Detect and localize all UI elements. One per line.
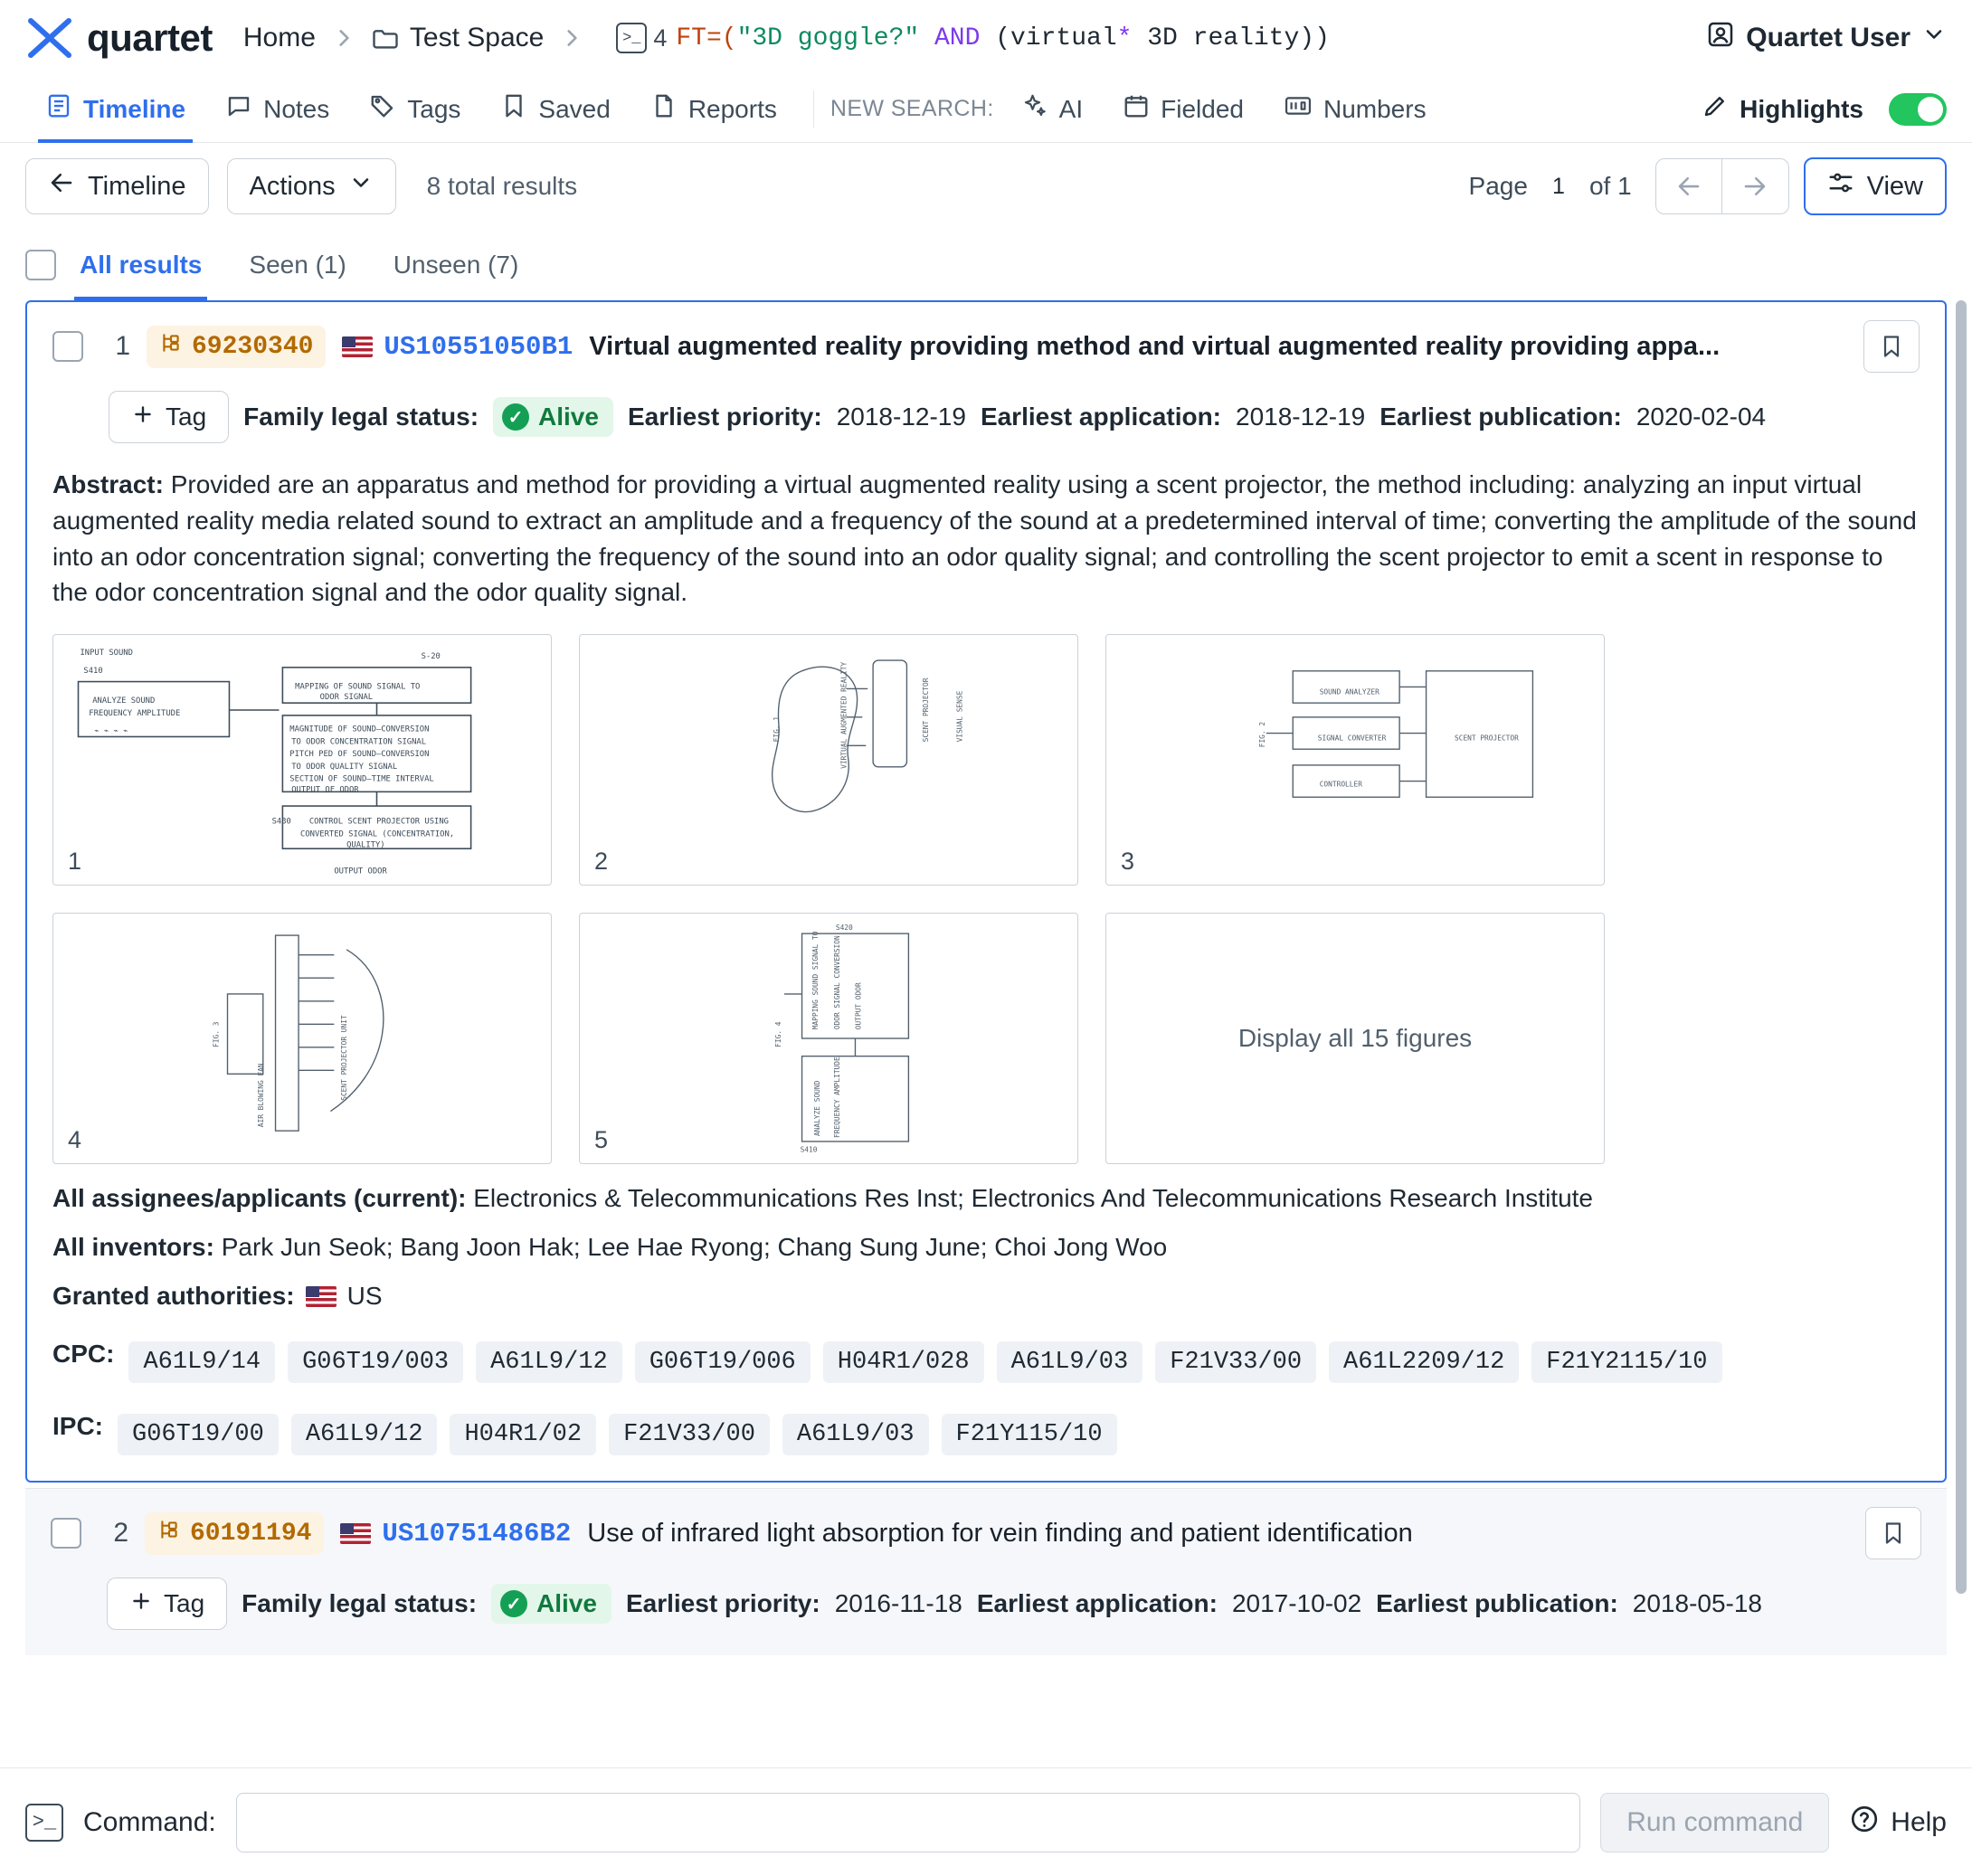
granted-authorities-label: Granted authorities: [52, 1282, 295, 1310]
earliest-publication-label: Earliest publication: [1379, 403, 1622, 431]
svg-text:S410: S410 [800, 1145, 818, 1154]
svg-text:FIG. 2: FIG. 2 [1257, 721, 1266, 748]
tab-timeline[interactable] [25, 76, 205, 142]
tab-tags-label: Tags [407, 94, 461, 123]
svg-text:TO ODOR CONCENTRATION SIGNAL: TO ODOR CONCENTRATION SIGNAL [291, 737, 427, 747]
breadcrumb-chevron-icon-2 [560, 26, 583, 50]
search-mode-numbers[interactable] [1264, 76, 1446, 142]
earliest-publication-value: 2020-02-04 [1635, 403, 1767, 431]
search-mode-ai-label: AI [1058, 94, 1084, 123]
query-display[interactable] [616, 23, 1330, 53]
svg-text:PITCH PED OF SOUND—CONVERSION: PITCH PED OF SOUND—CONVERSION [289, 750, 430, 760]
earliest-application-label: Earliest application: [980, 403, 1222, 431]
legal-status-label: Family legal status: [243, 403, 479, 431]
svg-text:SOUND ANALYZER: SOUND ANALYZER [1319, 687, 1379, 696]
figure-drawing [580, 635, 1077, 885]
figure-thumbnail[interactable] [579, 634, 1078, 886]
cpc-chips [128, 1341, 1721, 1383]
results-scrollbar[interactable] [1956, 300, 1967, 1711]
status-badge [491, 1584, 612, 1624]
filter-tab-seen[interactable]: Seen (1) [249, 251, 346, 279]
us-flag-icon [342, 336, 373, 357]
legal-status-label: Family legal status: [242, 1589, 478, 1617]
abstract-label: Abstract: [52, 470, 164, 498]
search-mode-fielded-label: Fielded [1161, 94, 1244, 123]
svg-text:MAGNITUDE OF SOUND—CONVERSION: MAGNITUDE OF SOUND—CONVERSION [289, 725, 430, 734]
filter-tab-all[interactable]: All results [56, 230, 225, 300]
status-badge-label: Alive [538, 403, 599, 431]
add-tag-button[interactable] [107, 1578, 227, 1630]
pencil-icon [1702, 92, 1729, 126]
quartet-logo-icon [25, 14, 74, 62]
svg-text:FIG. 3: FIG. 3 [212, 1021, 221, 1047]
svg-text:OUTPUT ODOR: OUTPUT ODOR [854, 982, 863, 1030]
ipc-chip[interactable]: F21V33/00 [609, 1414, 770, 1455]
user-menu[interactable] [1706, 20, 1947, 56]
tag-icon [369, 92, 396, 126]
svg-text:SECTION OF SOUND—TIME INTERVAL: SECTION OF SOUND—TIME INTERVAL [289, 774, 434, 784]
svg-text:S-20: S-20 [421, 652, 441, 662]
note-icon [225, 92, 252, 126]
chevron-down-icon [1921, 22, 1947, 54]
logo-text: quartet [87, 16, 213, 59]
timeline-icon [45, 92, 72, 126]
result-meta-row [109, 391, 1920, 443]
svg-text:TO ODOR QUALITY SIGNAL: TO ODOR QUALITY SIGNAL [291, 762, 398, 772]
svg-text:ODOR SIGNAL CONVERSION: ODOR SIGNAL CONVERSION [832, 935, 841, 1030]
inventors-value: Park Jun Seok; Bang Joon Hak; Lee Hae Ryong; Chang Sung June; Choi Jong Woo [221, 1233, 1168, 1261]
svg-text:MAPPING SOUND SIGNAL TO: MAPPING SOUND SIGNAL TO [811, 931, 820, 1030]
svg-text:MAPPING OF SOUND SIGNAL TO: MAPPING OF SOUND SIGNAL TO [295, 682, 421, 692]
help-button[interactable] [1849, 1804, 1947, 1842]
view-button[interactable] [1804, 157, 1947, 215]
ipc-chips [118, 1414, 1117, 1455]
add-tag-label: Tag [166, 403, 207, 431]
bookmark-button[interactable] [1863, 320, 1920, 373]
back-to-timeline-button[interactable] [25, 158, 209, 214]
terminal-icon: >_ [616, 23, 647, 53]
query-count-badge [616, 23, 667, 53]
result-title[interactable]: Use of infrared light absorption for vein finding and patient identification [587, 1518, 1413, 1548]
actions-label: Actions [249, 171, 336, 201]
breadcrumb-chevron-icon [332, 26, 356, 50]
ipc-chip[interactable]: A61L9/12 [291, 1414, 438, 1455]
search-mode-fielded[interactable] [1103, 76, 1264, 142]
assignees-line [52, 1184, 1920, 1213]
svg-text:S410: S410 [83, 666, 103, 676]
top-bar-right [1706, 20, 1947, 56]
ipc-row [52, 1405, 1920, 1455]
query-count: 4 [653, 24, 668, 52]
family-icon [159, 331, 183, 363]
svg-text:ODOR SIGNAL: ODOR SIGNAL [319, 693, 374, 703]
svg-text:ANALYZE SOUND: ANALYZE SOUND [813, 1080, 822, 1137]
tab-notes-label: Notes [263, 94, 330, 123]
result-checkbox[interactable] [51, 1518, 81, 1549]
figure-thumbnail[interactable] [52, 634, 552, 886]
figure-drawing [53, 635, 551, 885]
earliest-application-value: 2018-12-19 [1236, 403, 1366, 431]
figure-drawing [1106, 635, 1604, 885]
inventors-line [52, 1233, 1920, 1262]
svg-text:VIRTUAL AUGMENTED REALITY: VIRTUAL AUGMENTED REALITY [839, 661, 849, 769]
filter-bar [0, 230, 1972, 300]
result-index: 2 [113, 1518, 128, 1548]
search-mode-numbers-label: Numbers [1323, 94, 1427, 123]
folder-icon [372, 27, 399, 51]
svg-text:CONTROL SCENT PROJECTOR USING: CONTROL SCENT PROJECTOR USING [308, 817, 449, 827]
bookmark-icon [500, 92, 527, 126]
user-avatar-icon [1706, 20, 1735, 56]
abstract-text: Provided are an apparatus and method for providing a virtual augmented reality using a scent projector, the method including: analyzing an input virtual augmented reality media related sound to extract an amplitude and a frequency of the sound at a predetermined interval of time; converting the amplitude of the sound into an odor concentration signal; converting the frequency of the sound into an odor quality signal; and controlling the scent projector to emit a scent in response to the odor concentration signal and the odor quality signal. [52, 470, 1917, 607]
tab-saved[interactable] [480, 76, 630, 142]
tab-tags[interactable] [349, 76, 480, 142]
status-badge-label: Alive [536, 1589, 597, 1617]
cpc-chip[interactable]: A61L9/14 [128, 1341, 275, 1383]
calendar-icon [1123, 92, 1150, 126]
family-id: 60191194 [190, 1519, 312, 1548]
svg-text:FIG. 1: FIG. 1 [773, 716, 781, 743]
page-of-label: of 1 [1588, 172, 1632, 200]
sliders-icon [1827, 169, 1854, 204]
run-command-button[interactable] [1600, 1793, 1829, 1852]
figure-grid [52, 634, 1920, 1164]
chevron-down-icon [348, 170, 374, 203]
action-bar [0, 143, 1972, 230]
result-card[interactable] [25, 300, 1947, 1483]
cpc-chip[interactable]: A61L9/03 [997, 1341, 1143, 1383]
bookmark-button[interactable] [1865, 1507, 1921, 1559]
plus-icon [129, 1589, 153, 1619]
command-label: Command: [83, 1806, 216, 1837]
figure-number: 2 [594, 848, 609, 875]
result-card[interactable] [25, 1488, 1947, 1655]
svg-text:⌁ ⌁ ⌁ ⌁: ⌁ ⌁ ⌁ ⌁ [94, 726, 128, 736]
page-number[interactable]: 1 [1552, 173, 1565, 199]
svg-text:INPUT SOUND: INPUT SOUND [80, 649, 133, 658]
earliest-priority-value: 2018-12-19 [836, 403, 966, 431]
svg-text:FREQUENCY AMPLITUDE: FREQUENCY AMPLITUDE [832, 1056, 841, 1138]
search-mode-ai[interactable] [1001, 76, 1103, 142]
display-all-figures-label: Display all 15 figures [1237, 1024, 1473, 1052]
previous-page-button[interactable] [1655, 158, 1722, 214]
svg-text:SCENT PROJECTOR: SCENT PROJECTOR [922, 677, 930, 743]
cpc-chip[interactable]: G06T19/003 [288, 1341, 463, 1383]
result-checkbox[interactable] [52, 331, 83, 362]
abstract-block [52, 467, 1920, 611]
highlights-button[interactable] [1682, 92, 1872, 126]
cpc-chip[interactable]: F21Y2115/10 [1531, 1341, 1721, 1383]
page-label: Page [1468, 172, 1528, 200]
arrow-left-icon [48, 169, 75, 204]
back-to-timeline-label: Timeline [88, 171, 186, 201]
ipc-chip[interactable]: F21Y115/10 [942, 1414, 1117, 1455]
figure-number: 3 [1121, 848, 1135, 875]
svg-text:SCENT PROJECTOR: SCENT PROJECTOR [1455, 734, 1519, 743]
us-flag-icon [306, 1286, 337, 1307]
svg-text:SCENT PROJECTOR UNIT: SCENT PROJECTOR UNIT [340, 1015, 349, 1101]
results-list [0, 300, 1972, 1767]
report-icon [650, 92, 678, 126]
cpc-chip[interactable]: H04R1/028 [823, 1341, 984, 1383]
figure-number: 5 [594, 1126, 609, 1153]
breadcrumb-space-label: Test Space [409, 23, 545, 52]
result-header [51, 1507, 1921, 1559]
check-icon: ✓ [502, 403, 529, 431]
pagination [1469, 157, 1947, 215]
svg-text:VISUAL SENSE: VISUAL SENSE [955, 690, 964, 743]
total-results-label: 8 total results [426, 172, 578, 200]
ipc-chip[interactable]: H04R1/02 [450, 1414, 596, 1455]
result-title[interactable]: Virtual augmented reality providing method and virtual augmented reality providing appa... [589, 331, 1721, 361]
us-flag-icon [340, 1523, 371, 1544]
assignees-value: Electronics & Telecommunications Res Inst; Electronics And Telecommunications Research Institute [473, 1184, 1594, 1212]
figure-drawing [580, 914, 1077, 1163]
cpc-label: CPC: [52, 1340, 115, 1368]
earliest-publication-label: Earliest publication: [1376, 1589, 1618, 1617]
figure-thumbnail[interactable] [1105, 634, 1605, 886]
granted-authorities-value: US [346, 1282, 383, 1310]
actions-dropdown[interactable] [227, 158, 396, 214]
figure-thumbnail[interactable] [52, 913, 552, 1164]
nav-bar [0, 76, 1972, 143]
svg-text:AIR BLOWING FAN: AIR BLOWING FAN [256, 1063, 265, 1128]
publication-number: US10751486B2 [382, 1518, 572, 1549]
terminal-icon: >_ [25, 1804, 63, 1842]
publication-number-link[interactable] [342, 332, 573, 362]
earliest-priority-label: Earliest priority: [627, 403, 822, 431]
filter-tab-unseen[interactable]: Unseen (7) [393, 251, 519, 279]
svg-text:ANALYZE SOUND: ANALYZE SOUND [92, 696, 156, 706]
family-id-badge[interactable] [145, 1512, 324, 1555]
result-index: 1 [115, 331, 130, 361]
svg-text:QUALITY): QUALITY) [346, 840, 385, 850]
svg-text:OUTPUT ODOR: OUTPUT ODOR [334, 867, 387, 876]
cpc-row [52, 1332, 1920, 1383]
result-header [52, 320, 1920, 373]
numbers-icon [1284, 92, 1313, 126]
tab-timeline-label: Timeline [83, 94, 186, 123]
top-bar [0, 0, 1972, 76]
result-meta-row [107, 1578, 1921, 1630]
figure-number: 1 [68, 848, 82, 875]
cpc-chip[interactable]: G06T19/006 [635, 1341, 811, 1383]
assignees-label: All assignees/applicants (current): [52, 1184, 467, 1212]
tab-notes[interactable] [205, 76, 349, 142]
tab-reports-label: Reports [687, 94, 777, 123]
status-badge [493, 397, 613, 437]
earliest-priority-value: 2016-11-18 [834, 1589, 962, 1617]
tab-reports[interactable] [630, 76, 797, 142]
earliest-publication-value: 2018-05-18 [1632, 1589, 1763, 1617]
svg-text:OUTPUT OF ODOR: OUTPUT OF ODOR [291, 785, 359, 795]
display-all-figures-button[interactable] [1105, 913, 1605, 1164]
svg-text:SIGNAL CONVERTER: SIGNAL CONVERTER [1317, 734, 1387, 743]
granted-authorities-line [52, 1282, 1920, 1311]
query-string: FT=("3D goggle?" AND (virtual* 3D reality)) [676, 24, 1330, 52]
run-command-label: Run command [1626, 1806, 1804, 1837]
inventors-label: All inventors: [52, 1233, 214, 1261]
help-label: Help [1891, 1806, 1947, 1837]
breadcrumb-space[interactable] [372, 23, 544, 53]
highlights-label: Highlights [1740, 94, 1863, 123]
svg-text:FREQUENCY AMPLITUDE: FREQUENCY AMPLITUDE [89, 708, 181, 718]
breadcrumb-home[interactable]: Home [242, 23, 316, 52]
family-id-badge[interactable] [147, 326, 326, 368]
cpc-chip[interactable]: A61L9/12 [476, 1341, 622, 1383]
next-page-button[interactable] [1722, 158, 1789, 214]
app-logo[interactable] [25, 14, 213, 62]
publication-number: US10551050B1 [384, 331, 574, 362]
tab-saved-label: Saved [538, 94, 611, 123]
command-bar [0, 1767, 1972, 1876]
nav-divider [813, 90, 814, 128]
ipc-label: IPC: [52, 1412, 103, 1440]
cpc-chip[interactable]: A61L2209/12 [1329, 1341, 1519, 1383]
publication-number-link[interactable] [340, 1519, 571, 1549]
family-id: 69230340 [192, 332, 314, 361]
family-icon [157, 1518, 181, 1549]
add-tag-label: Tag [164, 1589, 205, 1617]
ipc-chip[interactable]: G06T19/00 [118, 1414, 279, 1455]
figure-thumbnail[interactable] [579, 913, 1078, 1164]
plus-icon [131, 403, 155, 432]
svg-text:S420: S420 [835, 924, 853, 933]
add-tag-button[interactable] [109, 391, 229, 443]
figure-drawing [53, 914, 551, 1163]
select-all-checkbox[interactable] [25, 250, 56, 280]
scrollbar-thumb[interactable] [1956, 300, 1967, 1594]
sparkle-icon [1021, 92, 1048, 126]
help-icon [1849, 1804, 1880, 1842]
cpc-chip[interactable]: F21V33/00 [1155, 1341, 1316, 1383]
check-icon: ✓ [500, 1590, 527, 1617]
user-name: Quartet User [1746, 23, 1910, 52]
svg-text:S430: S430 [271, 817, 291, 827]
earliest-application-value: 2017-10-02 [1231, 1589, 1362, 1617]
nav-bar-right [1682, 76, 1947, 142]
highlights-toggle[interactable] [1889, 93, 1947, 126]
new-search-label: NEW SEARCH: [830, 96, 994, 121]
svg-text:CONVERTED SIGNAL (CONCENTRATIO: CONVERTED SIGNAL (CONCENTRATION, [300, 829, 455, 839]
svg-text:CONTROLLER: CONTROLLER [1319, 780, 1362, 789]
earliest-application-label: Earliest application: [976, 1589, 1218, 1617]
svg-text:FIG. 4: FIG. 4 [773, 1021, 782, 1047]
ipc-chip[interactable]: A61L9/03 [782, 1414, 929, 1455]
figure-number: 4 [68, 1126, 82, 1153]
command-input[interactable] [236, 1793, 1580, 1852]
earliest-priority-label: Earliest priority: [625, 1589, 820, 1617]
view-label: View [1866, 171, 1923, 201]
